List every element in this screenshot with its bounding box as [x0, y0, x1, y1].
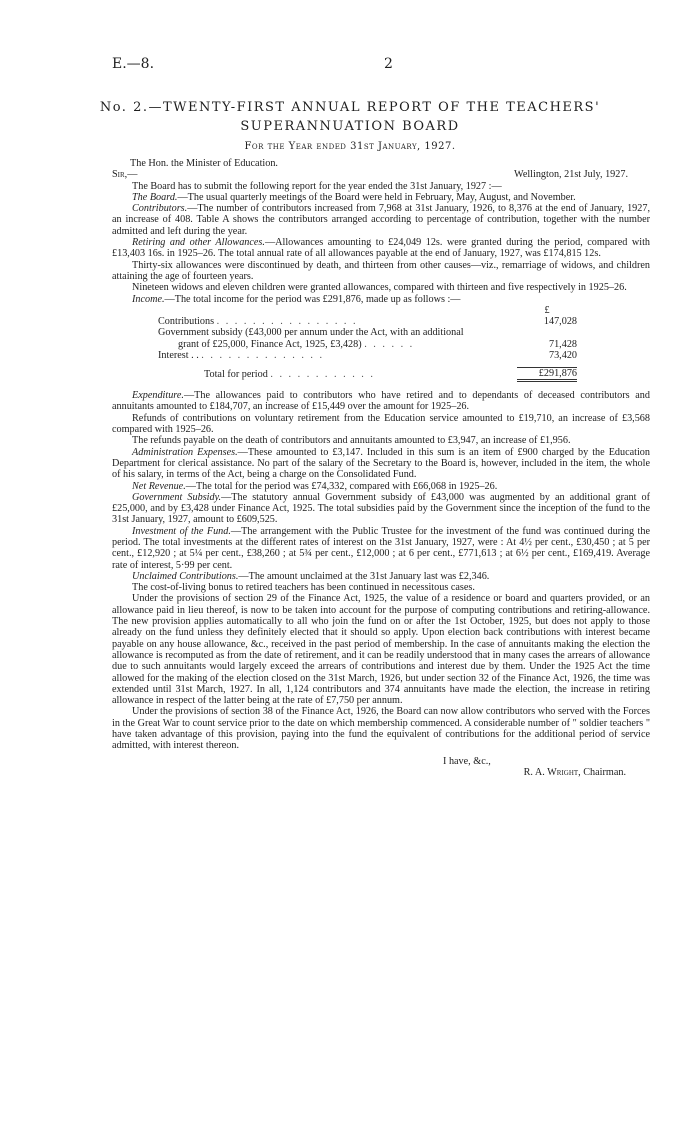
gov-subsidy-paragraph: [112, 492, 650, 526]
signature-name: R. A. Wright,: [523, 766, 581, 778]
contributors-paragraph: [112, 203, 650, 237]
unclaimed-heading: Unclaimed Contributions.: [132, 570, 239, 582]
net-revenue-paragraph: [112, 481, 650, 492]
income-row-label: Contributions: [158, 316, 215, 328]
leader-dots: . . . . . . . . . . . . . . . .: [216, 316, 358, 328]
income-row-interest: [158, 350, 577, 361]
unclaimed-paragraph: [112, 571, 650, 582]
board-heading: The Board.: [132, 191, 178, 203]
net-revenue-text: —The total for the period was £74,332, compared with £66,068 in 1925–26.: [185, 480, 498, 492]
signature-title: Chairman.: [583, 766, 626, 778]
salutation-row: [112, 169, 650, 180]
leader-dots: . . . . . . . . . . . .: [270, 369, 375, 381]
income-row-subsidy: [158, 327, 577, 338]
retiring-paragraph: [112, 237, 650, 260]
section-29-paragraph: Under the provisions of section 29 of the Finance Act, 1925, the value of a residence or board and quarters provided, or an allowance paid in lieu thereof, is now to be taken into account for the purpose of computing contributions and retiring-allowance. The new provision applies automatically to all who join the fund on or after the 1st October, 1925, but does not apply to those already on the fund unless they definitely elected that it should so apply. Upon election back contributions with interest became payable on any house allowance, &c., received in the past period of membership. In the case of annuitants making the election the allowance is recomputed as from the date of retirement, and it can be readily understood that in many cases the arrears of allowance due to such annuitants would largely exceed the arrears of contributions and interest due by them. Under the 1925 Act the time allowed for the making of the election closed on the 31st March, 1926, but under section 32 of the Finance Act, 1926, the time was extended until 31st March, 1927. In all, 1,124 contributors and 374 annuitants have made the election, the increase in retiring allowance in respect of the latter being at the rate of £7,750 per annum.: [112, 593, 650, 707]
admin-heading: Administration Expenses.: [132, 446, 238, 458]
signature: [112, 767, 626, 778]
salutation: Sir,—: [112, 169, 138, 181]
income-row-label: Interest . .: [158, 350, 199, 362]
leader-dots: . . . . . . . . . . . . . .: [201, 350, 325, 362]
income-currency-row: [158, 305, 577, 316]
leader-dots: . . . . . .: [364, 338, 415, 350]
investment-paragraph: [112, 526, 650, 571]
gov-subsidy-text: —The statutory annual Government subsidy of £43,000 was augmented by an additional grant of £25,000, and by £3,428 under Finance Act, 1925. The total subsidies paid by the Government since the inception of the fund to the 31st January, 1927, amount to £609,525.: [112, 491, 650, 526]
unclaimed-text: —The amount unclaimed at the 31st January last was £2,346.: [238, 570, 490, 582]
title-line-1: No. 2.—TWENTY-FIRST ANNUAL REPORT OF THE TEACHERS': [99, 100, 601, 115]
retiring-text: —Allowances amounting to £24,049 12s. were granted during the period, compared with £13,403 16s. in 1925–26. The total annual rate of all allowances payable at the end of January, 1927, was £174,815 12s.: [112, 237, 650, 260]
widows-paragraph: Nineteen widows and eleven children were granted allowances, compared with thirteen and five respectively in 1925–26.: [132, 282, 627, 294]
income-row-contributions: [158, 316, 577, 327]
income-paragraph: [112, 294, 650, 305]
currency-symbol: £: [544, 304, 550, 316]
title-line-2: SUPERANNUATION BOARD: [240, 119, 460, 134]
expenditure-heading: Expenditure.: [132, 390, 184, 402]
refunds-death-paragraph: The refunds payable on the death of contributors and annuitants amounted to £3,947, an increase of £1,956.: [132, 435, 571, 447]
income-heading: Income.: [132, 293, 165, 305]
report-title: [60, 98, 640, 136]
document-reference: E.—8.: [112, 56, 155, 72]
investment-text: —The arrangement with the Public Trustee for the investment of the fund was continued during the period. The total investments at the different rates of interest on the 31st January, 1927, were : At 4½ per cent., £30,450 ; at 5 per cent., £12,920 ; at 5¼ per cent., £38,260 ; at 5¾ per cent., £12,000 ; at 6 per cent., £771,613 ; at 6½ per cent., £169,419. Average rate of interest, 5·99 per cent.: [112, 525, 650, 571]
admin-text: —These amounted to £3,147. Included in this sum is an item of £900 charged by the Education Department for clerical assistance. No part of the salary of the Secretary to the Board is, however, included in the item, the whole of his salary, in terms of the Act, being a charge on the Consolidated Fund.: [112, 446, 650, 481]
expenditure-paragraph: [112, 390, 650, 413]
income-table: [158, 305, 577, 382]
net-revenue-heading: Net Revenue.: [132, 480, 186, 492]
refunds-paragraph: Refunds of contributions on voluntary retirement from the Education service amounted to £19,710, an increase of £3,568 compared with 1925–26.: [112, 412, 650, 436]
report-subtitle: For the Year ended 31st January, 1927.: [244, 141, 456, 152]
closing: I have, &c.,: [443, 755, 491, 767]
income-row-label: Government subsidy (£43,000 per annum under the Act, with an additional: [158, 327, 464, 339]
intro-paragraph: The Board has to submit the following report for the year ended the 31st January, 1927 :—: [132, 180, 502, 192]
discontinued-paragraph: Thirty-six allowances were discontinued by death, and thirteen from other causes—viz., remarriage of widows, and children attaining the age of fourteen years.: [112, 259, 650, 282]
page-number: 2: [384, 56, 393, 72]
contributors-heading: Contributors.: [132, 203, 188, 215]
income-total-value: £291,876: [517, 367, 577, 380]
expenditure-text: —The allowances paid to contributors who have retired and to dependants of deceased contributors and annuitants amounted to £184,707, an increase of £15,449 over the amount for 1925–26.: [112, 390, 650, 413]
income-row-total: [158, 367, 577, 380]
board-text: —The usual quarterly meetings of the Board were held in February, May, August, and November.: [177, 191, 576, 203]
retiring-heading: Retiring and other Allowances.: [132, 237, 265, 249]
addressee: The Hon. the Minister of Education.: [130, 158, 278, 169]
board-paragraph: [112, 192, 650, 203]
contributors-text: —The number of contributors increased from 7,968 at 31st January, 1926, to 8,376 at the end of January, 1927, an increase of 408. Table A shows the contributors arranged according to percentage of contribution, together with the number admitted and left during the year.: [112, 203, 650, 237]
gov-subsidy-heading: Government Subsidy.: [132, 491, 222, 503]
income-row-value: 147,028: [543, 316, 577, 328]
income-row-value: 73,420: [548, 350, 577, 362]
bonus-paragraph: The cost-of-living bonus to retired teachers has been continued in necessitous cases.: [132, 582, 475, 594]
income-text: —The total income for the period was £291,876, made up as follows :—: [164, 293, 461, 305]
place-date: Wellington, 21st July, 1927.: [514, 169, 628, 181]
section-38-paragraph: Under the provisions of section 38 of the Finance Act, 1926, the Board can now allow contributors who served with the Forces in the Great War to count service prior to the date on which membership commenced. A considerable number of " soldier teachers " have taken advantage of this provision, paying into the fund the equivalent of contributions for the additional period of service admitted, with interest thereon.: [112, 706, 650, 752]
investment-heading: Investment of the Fund.: [132, 525, 231, 537]
admin-paragraph: [112, 447, 650, 481]
report-body: [112, 158, 650, 778]
income-row-label: grant of £25,000, Finance Act, 1925, £3,428): [178, 338, 362, 350]
income-row-subsidy-cont: [158, 339, 577, 350]
income-row-value: 71,428: [548, 338, 577, 350]
income-total-label: Total for period: [204, 369, 268, 381]
